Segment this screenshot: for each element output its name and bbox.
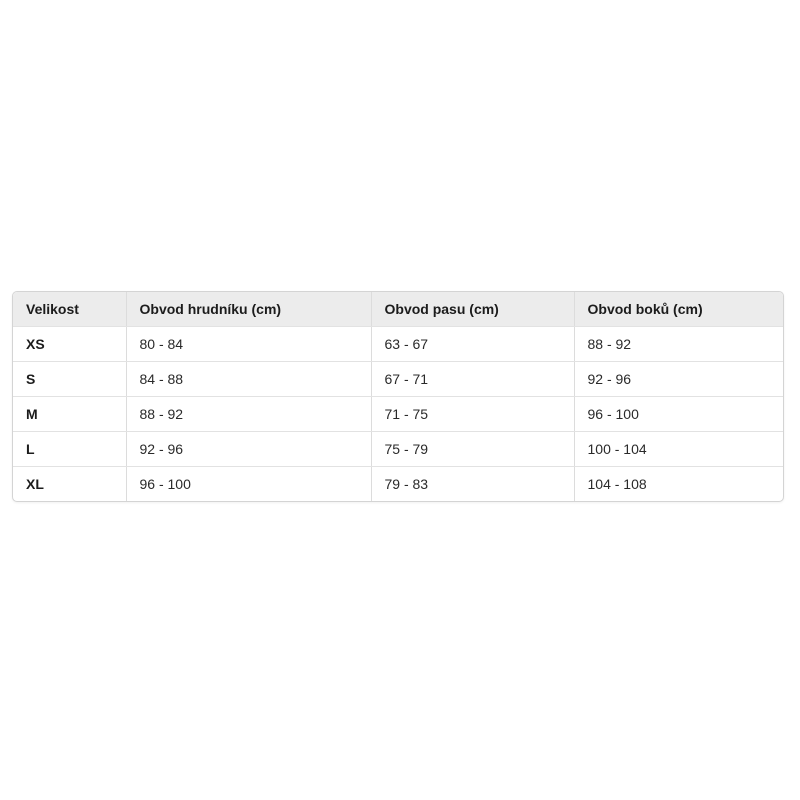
waist-cell: 63 - 67 <box>371 327 574 362</box>
size-cell: XS <box>13 327 126 362</box>
header-row <box>13 292 783 327</box>
table-row <box>13 362 783 397</box>
hips-cell: 88 - 92 <box>574 327 783 362</box>
waist-cell: 67 - 71 <box>371 362 574 397</box>
table-header <box>13 292 783 327</box>
table-row <box>13 327 783 362</box>
header-waist: Obvod pasu (cm) <box>371 292 574 327</box>
size-chart-table-container <box>12 291 784 502</box>
waist-cell: 75 - 79 <box>371 432 574 467</box>
waist-cell: 71 - 75 <box>371 397 574 432</box>
table-body <box>13 327 783 502</box>
chest-cell: 84 - 88 <box>126 362 371 397</box>
hips-cell: 96 - 100 <box>574 397 783 432</box>
chest-cell: 92 - 96 <box>126 432 371 467</box>
size-cell: L <box>13 432 126 467</box>
size-chart-table <box>13 292 783 501</box>
hips-cell: 92 - 96 <box>574 362 783 397</box>
size-cell: S <box>13 362 126 397</box>
size-cell: XL <box>13 467 126 502</box>
header-size: Velikost <box>13 292 126 327</box>
header-hips: Obvod boků (cm) <box>574 292 783 327</box>
header-chest: Obvod hrudníku (cm) <box>126 292 371 327</box>
hips-cell: 104 - 108 <box>587 476 647 492</box>
table-row <box>13 397 783 432</box>
table-row <box>13 432 783 467</box>
waist-cell: 79 - 83 <box>371 467 574 502</box>
chest-cell: 96 - 100 <box>126 467 371 502</box>
size-cell: M <box>13 397 126 432</box>
chest-cell: 80 - 84 <box>126 327 371 362</box>
table-row <box>13 467 783 502</box>
hips-cell: 100 - 104 <box>574 432 783 467</box>
chest-cell: 88 - 92 <box>126 397 371 432</box>
